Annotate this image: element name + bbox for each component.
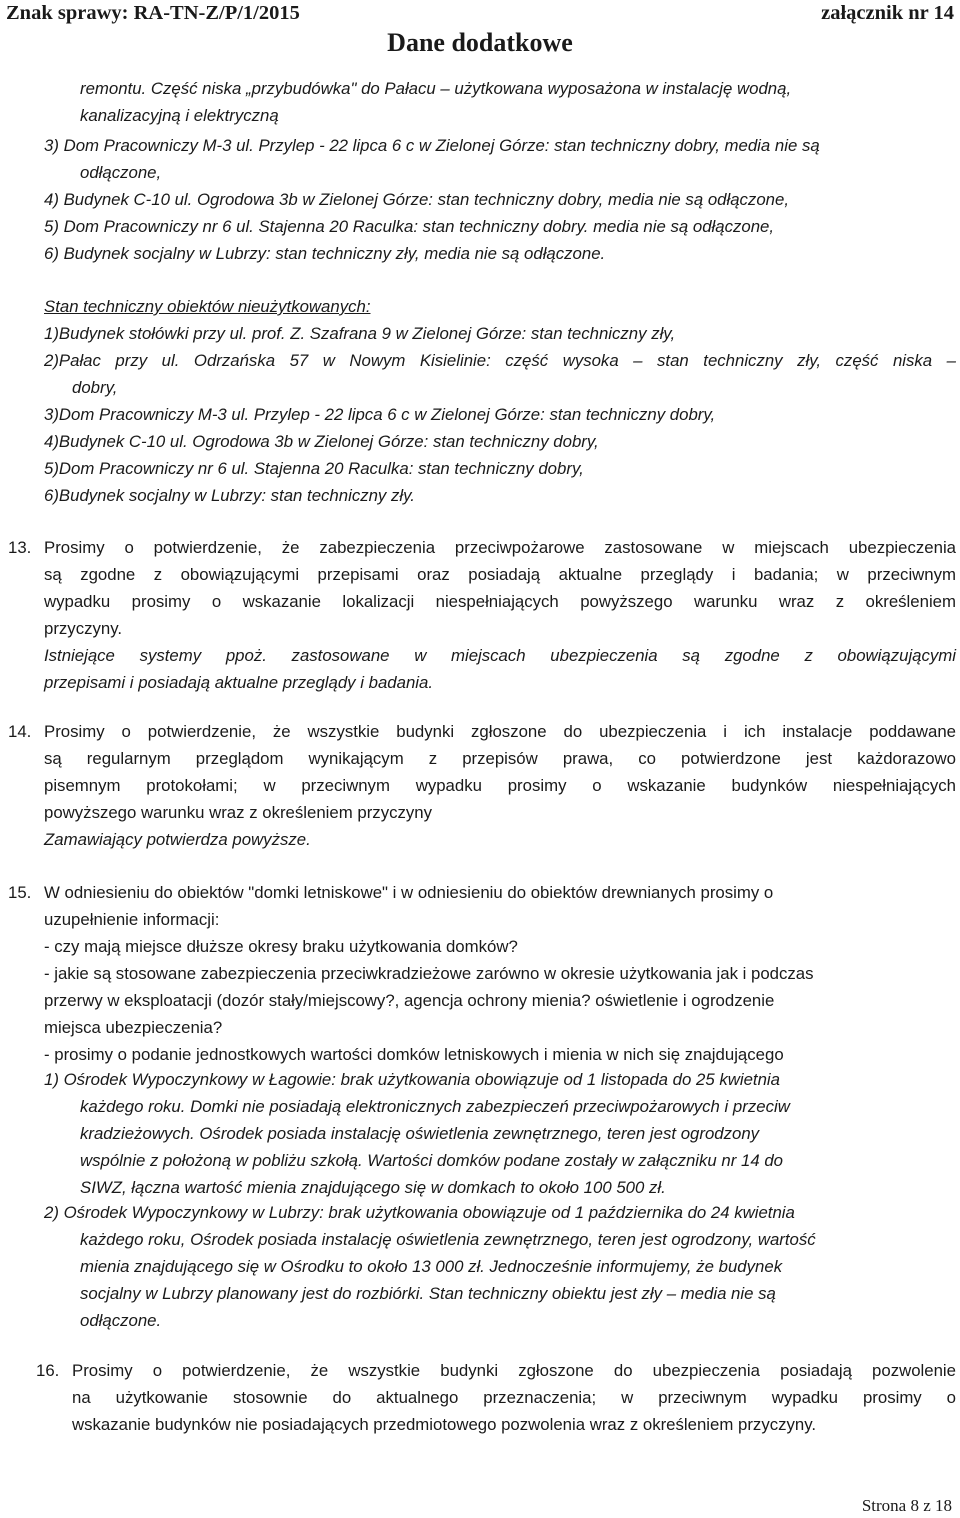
q15-answer: 2) Ośrodek Wypoczynkowy w Lubrzy: brak użytkowania obowiązuje od 1 października do 24 kwietnia bbox=[44, 1203, 795, 1222]
q15-answer: mienia znajdującego się w Ośrodku to około 13 000 zł. Jednocześnie informujemy, że budynek bbox=[80, 1257, 783, 1276]
question-number: 16. bbox=[36, 1361, 60, 1380]
q15-answer: każdego roku. Domki nie posiadają elektronicznych zabezpieczeń przeciwpożarowych i przeciw bbox=[80, 1097, 790, 1116]
q14-line: są regularnym przeglądom wynikającym z przepisów prawa, co potwierdzone jest każdorazowo bbox=[44, 749, 956, 768]
question-number: 15. bbox=[8, 883, 32, 902]
q15-line: uzupełnienie informacji: bbox=[44, 910, 220, 929]
q15-line: miejsca ubezpieczenia? bbox=[44, 1018, 223, 1037]
q13-answer: przepisami i posiadają aktualne przeglądy i badania. bbox=[44, 673, 434, 692]
q13-line: są zgodne z obowiązującymi przepisami oraz posiadają aktualne przeglądy i badania; w przeciwnym bbox=[44, 565, 956, 584]
q13-line: wypadku prosimy o wskazanie lokalizacji niespełniających powyższego warunku wraz z określeniem bbox=[44, 592, 956, 611]
q15-answer: każdego roku, Ośrodek posiada instalację oświetlenia zewnętrznego, teren jest ogrodzony, wartość bbox=[80, 1230, 816, 1249]
q14-line: Prosimy o potwierdzenie, że wszystkie budynki zgłoszone do ubezpieczenia i ich instalacje poddawane bbox=[44, 722, 956, 741]
q15-answer: wspólnie z położoną w pobliżu szkołą. Wartości domków podane zostały w załączniku nr 14 do bbox=[80, 1151, 784, 1170]
q15-answer: 1) Ośrodek Wypoczynkowy w Łagowie: brak użytkowania obowiązuje od 1 listopada do 25 kwietnia bbox=[44, 1070, 780, 1089]
q15-line: - jakie są stosowane zabezpieczenia przeciwkradzieżowe zarówno w okresie użytkowania jak i podczas bbox=[44, 964, 814, 983]
q15-line: - prosimy o podanie jednostkowych wartości domków letniskowych i mienia w nich się znajdującego bbox=[44, 1045, 784, 1064]
block1-line: remontu. Część niska „przybudówka" do Pałacu – użytkowana wyposażona w instalację wodną, bbox=[80, 79, 792, 98]
q15-line: przerwy w eksploatacji (dozór stały/miejscowy?, agencja ochrony mienia? oświetlenie i ogrodzenie bbox=[44, 991, 775, 1010]
unused-line: 2)Pałac przy ul. Odrzańska 57 w Nowym Kisielinie: część wysoka – stan techniczny zły, część niska – bbox=[44, 351, 956, 370]
block1-line: odłączone, bbox=[80, 163, 162, 182]
q16-line: Prosimy o potwierdzenie, że wszystkie budynki zgłoszone do ubezpieczenia posiadają pozwolenie bbox=[72, 1361, 956, 1380]
unused-line: 5)Dom Pracowniczy nr 6 ul. Stajenna 20 Raculka: stan techniczny dobry, bbox=[44, 459, 584, 478]
q15-answer: kradzieżowych. Ośrodek posiada instalację oświetlenia zewnętrznego, teren jest ogrodzony bbox=[80, 1124, 760, 1143]
page-header bbox=[0, 0, 960, 62]
page-number: Strona 8 z 18 bbox=[861, 1496, 952, 1515]
q14-line: powyższego warunku wraz z określeniem przyczyny bbox=[44, 803, 432, 822]
q13-line: przyczyny. bbox=[44, 619, 123, 638]
question-number: 13. bbox=[8, 538, 32, 557]
unused-line: 1)Budynek stołówki przy ul. prof. Z. Szafrana 9 w Zielonej Górze: stan techniczny zły, bbox=[44, 324, 676, 343]
q16-line: na użytkowanie stosownie do aktualnego przeznaczenia; w przeciwnym wypadku prosimy o bbox=[72, 1388, 956, 1407]
q13-answer: Istniejące systemy ppoż. zastosowane w miejscach ubezpieczenia są zgodne z obowiązującymi bbox=[44, 646, 956, 665]
question-number: 14. bbox=[8, 722, 32, 741]
q14-line: pisemnym protokołami; w przeciwnym wypadku prosimy o wskazanie budynków niespełniających bbox=[44, 776, 956, 795]
attachment-label: załącznik nr 14 bbox=[821, 2, 954, 24]
case-number: Znak sprawy: RA-TN-Z/P/1/2015 bbox=[6, 2, 300, 24]
q15-line: W odniesieniu do obiektów "domki letniskowe" i w odniesieniu do obiektów drewnianych prosimy o bbox=[44, 883, 774, 902]
block1-line: kanalizacyjną i elektryczną bbox=[80, 106, 279, 125]
unused-line: dobry, bbox=[72, 378, 118, 397]
unused-line: 3)Dom Pracowniczy M-3 ul. Przylep - 22 lipca 6 c w Zielonej Górze: stan techniczny dobry, bbox=[44, 405, 716, 424]
block1-line: 5) Dom Pracowniczy nr 6 ul. Stajenna 20 Raculka: stan techniczny dobry. media nie są odłączone, bbox=[44, 217, 775, 236]
block1-line: 6) Budynek socjalny w Lubrzy: stan techniczny zły, media nie są odłączone. bbox=[44, 244, 606, 263]
block1-line: 4) Budynek C-10 ul. Ogrodowa 3b w Zielonej Górze: stan techniczny dobry, media nie są odłączone, bbox=[44, 190, 789, 209]
unused-line: 4)Budynek C-10 ul. Ogrodowa 3b w Zielonej Górze: stan techniczny dobry, bbox=[44, 432, 599, 451]
q15-answer: odłączone. bbox=[80, 1311, 162, 1330]
q15-answer: SIWZ, łączna wartość mienia znajdującego się w domkach to około 100 500 zł. bbox=[80, 1178, 666, 1197]
unused-line: 6)Budynek socjalny w Lubrzy: stan techniczny zły. bbox=[44, 486, 415, 505]
q16-line: wskazanie budynków nie posiadających przedmiotowego pozwolenia wraz z określeniem przyczyny. bbox=[72, 1415, 817, 1434]
block1-line: 3) Dom Pracowniczy M-3 ul. Przylep - 22 lipca 6 c w Zielonej Górze: stan techniczny dobry, media nie są bbox=[44, 136, 820, 155]
q13-line: Prosimy o potwierdzenie, że zabezpieczenia przeciwpożarowe zastosowane w miejscach ubezpieczenia bbox=[44, 538, 956, 557]
unused-heading: Stan techniczny obiektów nieużytkowanych: bbox=[44, 297, 371, 316]
q14-answer: Zamawiający potwierdza powyższe. bbox=[44, 830, 311, 849]
q15-line: - czy mają miejsce dłuższe okresy braku użytkowania domków? bbox=[44, 937, 518, 956]
page-title: Dane dodatkowe bbox=[387, 28, 573, 57]
q15-answer: socjalny w Lubrzy planowany jest do rozbiórki. Stan techniczny obiektu jest zły – media nie są bbox=[80, 1284, 776, 1303]
